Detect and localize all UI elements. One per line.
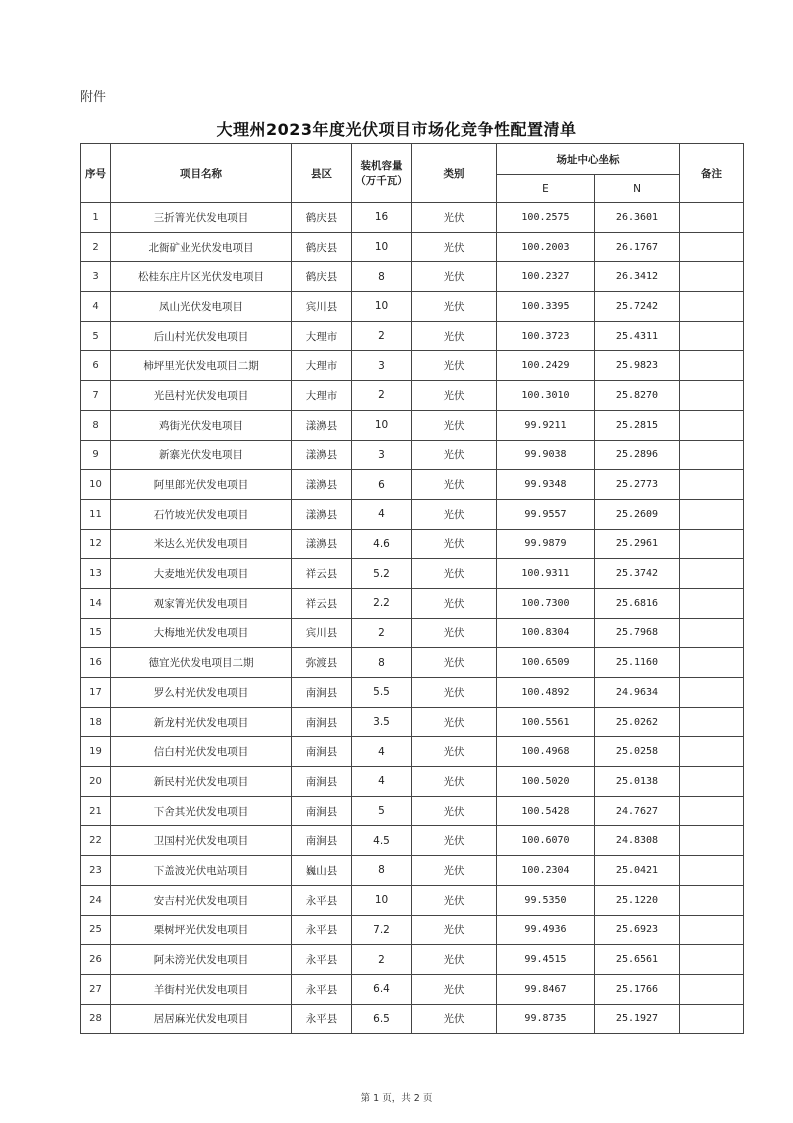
cell-latitude-n: 25.2609 (595, 499, 680, 529)
cell-capacity: 7.2 (352, 915, 412, 945)
cell-project-name: 卫国村光伏发电项目 (111, 826, 292, 856)
cell-category: 光伏 (412, 410, 497, 440)
cell-latitude-n: 26.1767 (595, 232, 680, 262)
cell-county: 永平县 (292, 945, 352, 975)
cell-remark (680, 470, 744, 500)
cell-index: 5 (81, 321, 111, 351)
table-row (81, 826, 744, 856)
cell-index: 9 (81, 440, 111, 470)
table-row (81, 767, 744, 797)
cell-latitude-n: 25.1927 (595, 1004, 680, 1034)
table-row (81, 381, 744, 411)
cell-capacity: 2 (352, 321, 412, 351)
cell-capacity: 5.2 (352, 559, 412, 589)
cell-latitude-n: 25.6561 (595, 945, 680, 975)
cell-capacity: 16 (352, 203, 412, 233)
table-row (81, 856, 744, 886)
cell-county: 弥渡县 (292, 648, 352, 678)
cell-capacity: 5.5 (352, 678, 412, 708)
cell-capacity: 2 (352, 618, 412, 648)
table-row (81, 470, 744, 500)
table-row (81, 945, 744, 975)
table-row (81, 262, 744, 292)
cell-latitude-n: 25.6816 (595, 588, 680, 618)
cell-category: 光伏 (412, 351, 497, 381)
table-row (81, 351, 744, 381)
cell-capacity: 8 (352, 856, 412, 886)
cell-latitude-n: 25.4311 (595, 321, 680, 351)
cell-remark (680, 945, 744, 975)
cell-remark (680, 440, 744, 470)
cell-capacity: 4.5 (352, 826, 412, 856)
cell-latitude-n: 26.3412 (595, 262, 680, 292)
table-row (81, 529, 744, 559)
cell-category: 光伏 (412, 856, 497, 886)
cell-remark (680, 351, 744, 381)
cell-capacity: 8 (352, 262, 412, 292)
header-category: 类别 (412, 144, 497, 203)
cell-index: 25 (81, 915, 111, 945)
table-body (81, 203, 744, 1034)
cell-latitude-n: 25.2773 (595, 470, 680, 500)
cell-latitude-n: 26.3601 (595, 203, 680, 233)
cell-latitude-n: 25.2815 (595, 410, 680, 440)
table-row (81, 321, 744, 351)
cell-project-name: 大梅地光伏发电项目 (111, 618, 292, 648)
cell-longitude-e: 99.9879 (497, 529, 595, 559)
cell-county: 南涧县 (292, 796, 352, 826)
cell-index: 3 (81, 262, 111, 292)
cell-remark (680, 410, 744, 440)
cell-remark (680, 321, 744, 351)
cell-index: 1 (81, 203, 111, 233)
table-row (81, 203, 744, 233)
cell-project-name: 阿未滂光伏发电项目 (111, 945, 292, 975)
cell-index: 17 (81, 678, 111, 708)
cell-project-name: 德宜光伏发电项目二期 (111, 648, 292, 678)
header-center-coord: 场址中心坐标 (497, 144, 680, 175)
cell-project-name: 下舍其光伏发电项目 (111, 796, 292, 826)
cell-project-name: 凤山光伏发电项目 (111, 292, 292, 322)
cell-category: 光伏 (412, 707, 497, 737)
cell-index: 11 (81, 499, 111, 529)
cell-capacity: 4 (352, 767, 412, 797)
cell-category: 光伏 (412, 945, 497, 975)
cell-project-name: 柿坪里光伏发电项目二期 (111, 351, 292, 381)
cell-remark (680, 381, 744, 411)
cell-index: 26 (81, 945, 111, 975)
cell-longitude-e: 100.2575 (497, 203, 595, 233)
cell-county: 永平县 (292, 1004, 352, 1034)
cell-project-name: 新寨光伏发电项目 (111, 440, 292, 470)
header-e: E (497, 175, 595, 203)
table-row (81, 588, 744, 618)
cell-latitude-n: 25.7242 (595, 292, 680, 322)
cell-category: 光伏 (412, 618, 497, 648)
cell-county: 南涧县 (292, 767, 352, 797)
cell-latitude-n: 24.7627 (595, 796, 680, 826)
cell-latitude-n: 25.0262 (595, 707, 680, 737)
cell-remark (680, 915, 744, 945)
cell-index: 19 (81, 737, 111, 767)
cell-longitude-e: 100.6509 (497, 648, 595, 678)
cell-index: 6 (81, 351, 111, 381)
header-capacity-line1: 装机容量 (360, 160, 403, 172)
cell-index: 7 (81, 381, 111, 411)
cell-index: 18 (81, 707, 111, 737)
cell-latitude-n: 25.3742 (595, 559, 680, 589)
cell-remark (680, 796, 744, 826)
cell-longitude-e: 100.5428 (497, 796, 595, 826)
cell-latitude-n: 25.9823 (595, 351, 680, 381)
page-footer: 第 1 页，共 2 页 (360, 1093, 433, 1104)
cell-latitude-n: 25.8270 (595, 381, 680, 411)
cell-category: 光伏 (412, 381, 497, 411)
cell-index: 13 (81, 559, 111, 589)
cell-latitude-n: 25.2961 (595, 529, 680, 559)
cell-remark (680, 856, 744, 886)
cell-latitude-n: 25.7968 (595, 618, 680, 648)
table-row (81, 232, 744, 262)
table-row (81, 974, 744, 1004)
cell-capacity: 6 (352, 470, 412, 500)
cell-remark (680, 767, 744, 797)
cell-longitude-e: 99.5350 (497, 885, 595, 915)
cell-index: 16 (81, 648, 111, 678)
cell-county: 南涧县 (292, 737, 352, 767)
header-n: N (595, 175, 680, 203)
cell-category: 光伏 (412, 203, 497, 233)
cell-longitude-e: 99.4936 (497, 915, 595, 945)
cell-latitude-n: 25.1220 (595, 885, 680, 915)
cell-project-name: 鸡街光伏发电项目 (111, 410, 292, 440)
cell-county: 永平县 (292, 974, 352, 1004)
cell-latitude-n: 25.0138 (595, 767, 680, 797)
cell-longitude-e: 100.2327 (497, 262, 595, 292)
cell-latitude-n: 25.1160 (595, 648, 680, 678)
table-row (81, 1004, 744, 1034)
cell-project-name: 羊街村光伏发电项目 (111, 974, 292, 1004)
cell-index: 12 (81, 529, 111, 559)
cell-project-name: 大麦地光伏发电项目 (111, 559, 292, 589)
cell-index: 22 (81, 826, 111, 856)
cell-capacity: 10 (352, 410, 412, 440)
cell-latitude-n: 25.0258 (595, 737, 680, 767)
cell-county: 漾濞县 (292, 499, 352, 529)
cell-index: 10 (81, 470, 111, 500)
cell-category: 光伏 (412, 440, 497, 470)
cell-remark (680, 826, 744, 856)
cell-county: 南涧县 (292, 678, 352, 708)
cell-longitude-e: 99.9038 (497, 440, 595, 470)
cell-county: 祥云县 (292, 588, 352, 618)
cell-latitude-n: 25.6923 (595, 915, 680, 945)
header-capacity (352, 144, 412, 203)
cell-category: 光伏 (412, 737, 497, 767)
cell-capacity: 2 (352, 381, 412, 411)
cell-county: 漾濞县 (292, 529, 352, 559)
cell-county: 漾濞县 (292, 410, 352, 440)
cell-remark (680, 648, 744, 678)
cell-latitude-n: 25.2896 (595, 440, 680, 470)
header-remark: 备注 (680, 144, 744, 203)
cell-category: 光伏 (412, 1004, 497, 1034)
cell-county: 宾川县 (292, 618, 352, 648)
cell-longitude-e: 100.5020 (497, 767, 595, 797)
cell-county: 鹤庆县 (292, 262, 352, 292)
cell-project-name: 石竹坡光伏发电项目 (111, 499, 292, 529)
cell-county: 鹤庆县 (292, 232, 352, 262)
cell-capacity: 4.6 (352, 529, 412, 559)
cell-project-name: 阿里郎光伏发电项目 (111, 470, 292, 500)
cell-category: 光伏 (412, 974, 497, 1004)
cell-county: 宾川县 (292, 292, 352, 322)
cell-county: 巍山县 (292, 856, 352, 886)
cell-longitude-e: 100.2003 (497, 232, 595, 262)
table-row (81, 292, 744, 322)
cell-remark (680, 588, 744, 618)
cell-latitude-n: 25.1766 (595, 974, 680, 1004)
table-row (81, 915, 744, 945)
table-row (81, 559, 744, 589)
cell-remark (680, 974, 744, 1004)
cell-longitude-e: 99.9211 (497, 410, 595, 440)
cell-index: 27 (81, 974, 111, 1004)
cell-county: 永平县 (292, 915, 352, 945)
cell-remark (680, 232, 744, 262)
cell-capacity: 6.4 (352, 974, 412, 1004)
cell-project-name: 居居麻光伏发电项目 (111, 1004, 292, 1034)
cell-remark (680, 1004, 744, 1034)
header-name: 项目名称 (111, 144, 292, 203)
cell-index: 28 (81, 1004, 111, 1034)
cell-category: 光伏 (412, 470, 497, 500)
cell-longitude-e: 100.4968 (497, 737, 595, 767)
cell-remark (680, 559, 744, 589)
cell-capacity: 8 (352, 648, 412, 678)
cell-index: 14 (81, 588, 111, 618)
cell-longitude-e: 100.6070 (497, 826, 595, 856)
cell-county: 南涧县 (292, 707, 352, 737)
cell-project-name: 米达么光伏发电项目 (111, 529, 292, 559)
cell-longitude-e: 100.3395 (497, 292, 595, 322)
cell-project-name: 罗么村光伏发电项目 (111, 678, 292, 708)
project-table (80, 143, 744, 1034)
cell-category: 光伏 (412, 915, 497, 945)
cell-project-name: 新民村光伏发电项目 (111, 767, 292, 797)
cell-category: 光伏 (412, 826, 497, 856)
cell-category: 光伏 (412, 499, 497, 529)
cell-longitude-e: 99.9557 (497, 499, 595, 529)
cell-category: 光伏 (412, 559, 497, 589)
cell-category: 光伏 (412, 232, 497, 262)
cell-longitude-e: 100.4892 (497, 678, 595, 708)
table-row (81, 499, 744, 529)
cell-category: 光伏 (412, 767, 497, 797)
cell-project-name: 后山村光伏发电项目 (111, 321, 292, 351)
cell-capacity: 5 (352, 796, 412, 826)
cell-category: 光伏 (412, 678, 497, 708)
cell-county: 大理市 (292, 381, 352, 411)
cell-longitude-e: 100.2304 (497, 856, 595, 886)
cell-longitude-e: 99.4515 (497, 945, 595, 975)
cell-remark (680, 203, 744, 233)
cell-category: 光伏 (412, 321, 497, 351)
table-row (81, 648, 744, 678)
cell-capacity: 4 (352, 499, 412, 529)
cell-project-name: 安吉村光伏发电项目 (111, 885, 292, 915)
cell-project-name: 光邑村光伏发电项目 (111, 381, 292, 411)
table-row (81, 618, 744, 648)
cell-remark (680, 707, 744, 737)
table-row (81, 885, 744, 915)
cell-remark (680, 678, 744, 708)
cell-project-name: 北衙矿业光伏发电项目 (111, 232, 292, 262)
cell-longitude-e: 100.2429 (497, 351, 595, 381)
page-title: 大理州2023年度光伏项目市场化竞争性配置清单 (216, 120, 577, 139)
cell-project-name: 三折箐光伏发电项目 (111, 203, 292, 233)
cell-category: 光伏 (412, 292, 497, 322)
table-row (81, 707, 744, 737)
cell-remark (680, 499, 744, 529)
cell-longitude-e: 100.8304 (497, 618, 595, 648)
cell-county: 南涧县 (292, 826, 352, 856)
cell-category: 光伏 (412, 588, 497, 618)
header-county: 县区 (292, 144, 352, 203)
cell-project-name: 松桂东庄片区光伏发电项目 (111, 262, 292, 292)
cell-index: 21 (81, 796, 111, 826)
cell-capacity: 2.2 (352, 588, 412, 618)
cell-capacity: 10 (352, 885, 412, 915)
cell-county: 鹤庆县 (292, 203, 352, 233)
cell-county: 大理市 (292, 351, 352, 381)
cell-remark (680, 529, 744, 559)
cell-index: 15 (81, 618, 111, 648)
cell-county: 漾濞县 (292, 470, 352, 500)
cell-longitude-e: 100.3010 (497, 381, 595, 411)
cell-capacity: 3.5 (352, 707, 412, 737)
cell-remark (680, 262, 744, 292)
cell-longitude-e: 99.9348 (497, 470, 595, 500)
cell-project-name: 下盖波光伏电站项目 (111, 856, 292, 886)
table-row (81, 440, 744, 470)
cell-county: 漾濞县 (292, 440, 352, 470)
cell-longitude-e: 99.8735 (497, 1004, 595, 1034)
cell-latitude-n: 24.9634 (595, 678, 680, 708)
cell-category: 光伏 (412, 529, 497, 559)
cell-capacity: 10 (352, 292, 412, 322)
table-row (81, 678, 744, 708)
cell-county: 永平县 (292, 885, 352, 915)
cell-capacity: 2 (352, 945, 412, 975)
cell-longitude-e: 100.5561 (497, 707, 595, 737)
cell-category: 光伏 (412, 648, 497, 678)
cell-longitude-e: 99.8467 (497, 974, 595, 1004)
cell-longitude-e: 100.9311 (497, 559, 595, 589)
cell-county: 大理市 (292, 321, 352, 351)
cell-index: 20 (81, 767, 111, 797)
cell-project-name: 信白村光伏发电项目 (111, 737, 292, 767)
cell-latitude-n: 25.0421 (595, 856, 680, 886)
cell-capacity: 6.5 (352, 1004, 412, 1034)
cell-latitude-n: 24.8308 (595, 826, 680, 856)
cell-project-name: 新龙村光伏发电项目 (111, 707, 292, 737)
cell-county: 祥云县 (292, 559, 352, 589)
header-index: 序号 (81, 144, 111, 203)
cell-index: 23 (81, 856, 111, 886)
cell-capacity: 4 (352, 737, 412, 767)
cell-capacity: 10 (352, 232, 412, 262)
cell-capacity: 3 (352, 440, 412, 470)
cell-category: 光伏 (412, 796, 497, 826)
table-row (81, 737, 744, 767)
cell-index: 4 (81, 292, 111, 322)
cell-index: 8 (81, 410, 111, 440)
table-row (81, 796, 744, 826)
cell-project-name: 观家箐光伏发电项目 (111, 588, 292, 618)
attachment-label: 附件 (80, 90, 107, 105)
cell-remark (680, 292, 744, 322)
table-row (81, 410, 744, 440)
cell-capacity: 3 (352, 351, 412, 381)
cell-remark (680, 885, 744, 915)
cell-index: 24 (81, 885, 111, 915)
header-capacity-line2: （万千瓦） (355, 175, 408, 187)
cell-longitude-e: 100.7300 (497, 588, 595, 618)
cell-longitude-e: 100.3723 (497, 321, 595, 351)
cell-project-name: 栗树坪光伏发电项目 (111, 915, 292, 945)
cell-category: 光伏 (412, 885, 497, 915)
cell-remark (680, 618, 744, 648)
cell-index: 2 (81, 232, 111, 262)
cell-category: 光伏 (412, 262, 497, 292)
cell-remark (680, 737, 744, 767)
